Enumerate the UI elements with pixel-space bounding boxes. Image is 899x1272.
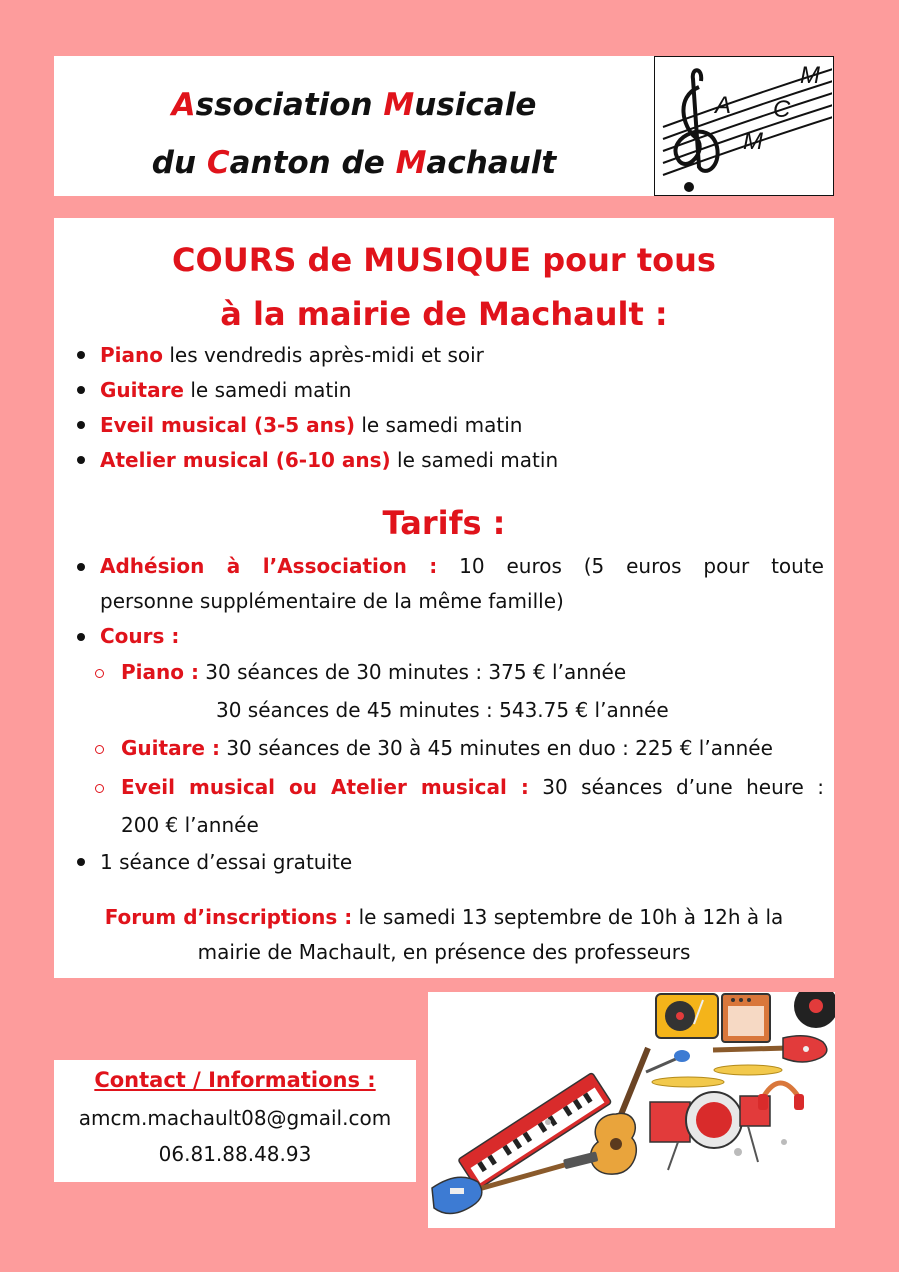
instruments-svg [428,992,835,1228]
word-rest: achault [426,145,557,181]
initial-m: M [383,87,415,123]
list-item [100,443,558,477]
instruments-illustration [428,992,835,1228]
contact-box [54,1060,416,1182]
adhesion-line [100,549,824,583]
drum-kit-icon [650,1065,782,1170]
association-name-line2 [54,134,654,192]
list-item [100,373,351,407]
eveil-label: Eveil musical ou Atelier musical : [121,775,529,799]
bullet [77,386,85,394]
piano-price-line2: 30 séances de 45 minutes : 543.75 € l’année [216,698,669,722]
piano-price-line1 [121,655,626,689]
courses-panel [54,218,834,978]
course-label: Guitare [100,378,184,402]
piano-price-text: 30 séances de 30 minutes : 375 € l’année [198,660,627,684]
courses-title-line2: à la mairie de Machault : [220,295,668,333]
eveil-price-text: 30 séances d’une heure : [528,775,824,799]
forum-text: le samedi 13 septembre de 10h à 12h à la [352,905,784,929]
bullet [77,858,85,866]
contact-email[interactable]: amcm.machault08@gmail.com [78,1106,392,1130]
eveil-price-line [121,770,824,804]
word-rest: ssociation [195,87,384,123]
sub-bullet [95,784,104,793]
turntable-icon [656,994,718,1038]
guitare-label: Guitare : [121,736,220,760]
cours-label-text: Cours : [100,624,180,648]
contact-title: Contact / Informations : [94,1068,376,1092]
piano-label: Piano : [121,660,199,684]
forum-line2: mairie de Machault, en présence des professeurs [197,940,691,964]
header-box [54,56,834,196]
cours-label [100,619,179,653]
adhesion-label: Adhésion à l’Association : [100,554,438,578]
association-name-line1 [54,76,654,134]
logo-letter: A [715,92,732,119]
sub-bullet [95,669,104,678]
bullet [77,633,85,641]
word-rest: usicale [414,87,537,123]
word-rest: du [151,145,207,181]
initial-a: A [171,87,196,123]
word-rest: anton de [229,145,396,181]
amcm-logo [654,56,834,196]
treble-clef-icon [655,57,832,194]
initial-c: C [206,145,230,181]
eveil-price-line2: 200 € l’année [121,813,259,837]
list-item [100,338,484,372]
course-schedule: le samedi matin [184,378,352,402]
adhesion-line2: personne supplémentaire de la même famille) [100,589,564,613]
initial-m: M [395,145,427,181]
list-item [100,408,522,442]
guitare-price-text: 30 séances de 30 à 45 minutes en duo : 225 € l’année [219,736,773,760]
logo-letter: C [773,96,791,123]
forum-label: Forum d’inscriptions : [104,905,353,929]
course-label: Atelier musical (6-10 ans) [100,448,391,472]
contact-phone[interactable]: 06.81.88.48.93 [158,1142,312,1166]
bullet [77,456,85,464]
course-schedule: le samedi matin [354,413,523,437]
headphones-icon [758,1083,804,1110]
microphone-icon [646,1050,690,1072]
course-label: Eveil musical (3-5 ans) [100,413,355,437]
sub-bullet [95,745,104,754]
courses-title-line1: COURS de MUSIQUE pour tous [172,241,716,279]
essai-line: 1 séance d’essai gratuite [100,850,353,874]
forum-line1 [54,900,834,934]
tarifs-title: Tarifs : [382,504,506,542]
course-label: Piano [100,343,163,367]
adhesion-text: 10 euros (5 euros pour toute [437,554,824,578]
course-schedule: le samedi matin [390,448,559,472]
association-name [54,76,654,192]
logo-letter: M [800,62,820,89]
bullet [77,563,85,571]
logo-letter: M [743,128,763,155]
guitare-price-line [121,731,773,765]
bullet [77,421,85,429]
bullet [77,351,85,359]
vinyl-record-icon [794,992,835,1028]
amplifier-icon [722,994,770,1042]
course-schedule: les vendredis après-midi et soir [163,343,484,367]
